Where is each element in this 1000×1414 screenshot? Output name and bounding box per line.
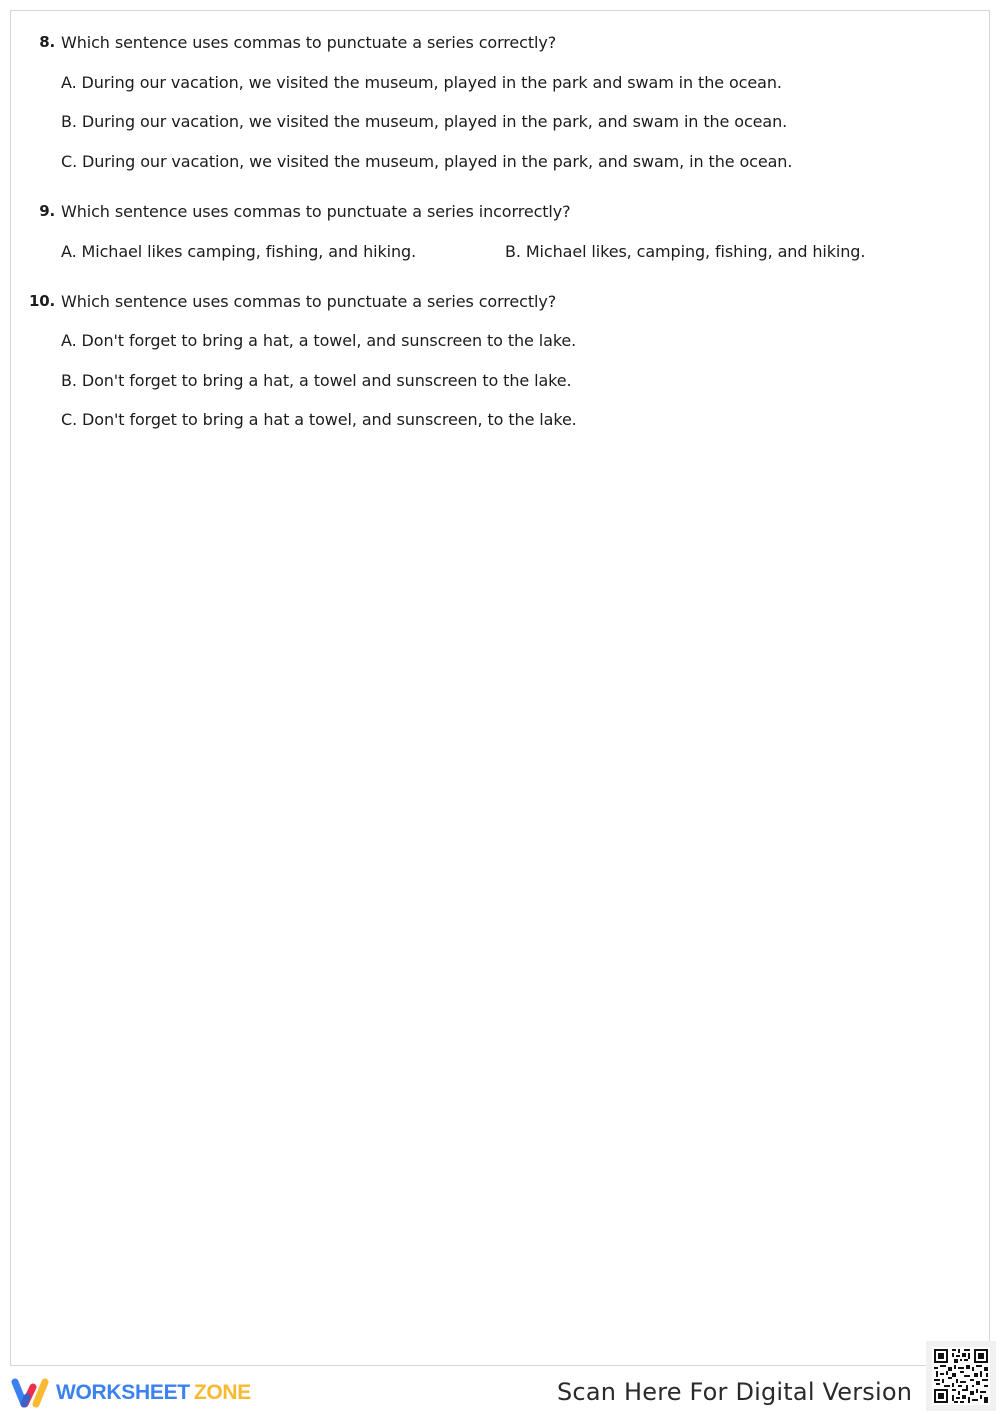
scan-label: Scan Here For Digital Version [557, 1378, 913, 1406]
worksheetzone-logo[interactable] [10, 1376, 251, 1410]
question-prompt: Which sentence uses commas to punctuate a series incorrectly? [61, 202, 571, 221]
question-number: 10. [29, 292, 55, 310]
answer-option-a[interactable]: A. Michael likes camping, fishing, and hiking. [61, 242, 417, 261]
question-number: 9. [39, 202, 55, 220]
answer-option-a[interactable]: A. During our vacation, we visited the museum, played in the park and swam in the ocean. [61, 73, 782, 92]
question-number: 8. [39, 33, 55, 51]
answer-option-c[interactable]: C. During our vacation, we visited the museum, played in the park, and swam, in the ocean. [61, 152, 793, 171]
answer-option-b[interactable]: B. During our vacation, we visited the museum, played in the park, and swam in the ocean. [61, 112, 788, 131]
answer-option-b[interactable]: B. Michael likes, camping, fishing, and hiking. [505, 242, 866, 261]
brand-name-part2: ZONE [193, 1381, 251, 1404]
brand-name [56, 1381, 251, 1405]
qr-code-button[interactable] [926, 1341, 996, 1411]
question-prompt: Which sentence uses commas to punctuate a series correctly? [61, 292, 557, 311]
answer-option-a[interactable]: A. Don't forget to bring a hat, a towel, and sunscreen to the lake. [61, 331, 577, 350]
answer-option-b[interactable]: B. Don't forget to bring a hat, a towel and sunscreen to the lake. [61, 371, 572, 390]
question-prompt: Which sentence uses commas to punctuate a series correctly? [61, 33, 557, 52]
brand-name-part1: WORKSHEET [56, 1381, 190, 1404]
qr-code-icon [932, 1347, 990, 1405]
answer-option-c[interactable]: C. Don't forget to bring a hat a towel, and sunscreen, to the lake. [61, 410, 577, 429]
content-frame [10, 10, 990, 1366]
worksheetzone-logo-icon [10, 1376, 50, 1410]
